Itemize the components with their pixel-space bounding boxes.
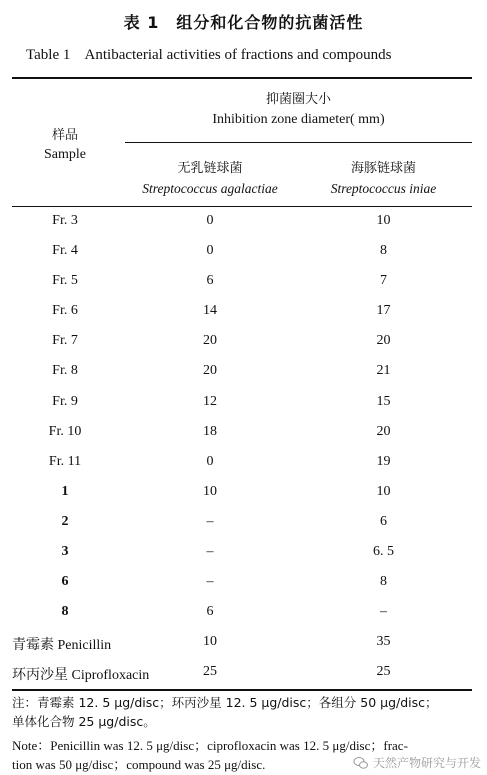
header-subrule [125,142,472,143]
cell-sample: Fr. 10 [48,423,82,439]
note-cn-line-1: 注：青霉素 12. 5 μg/disc；环丙沙星 12. 5 μg/disc；各组分 50 μg/disc； [12,695,438,710]
table-row [0,568,487,598]
table-title-en: Table 1 Antibacterial activities of fractions and compounds [26,47,392,63]
header-org2-cn: 海豚链球菌 [350,161,416,176]
cell-agalactiae: – [206,574,214,590]
cell-agalactiae: 20 [203,333,217,349]
table-row [0,508,487,538]
cell-sample: Fr. 7 [52,333,78,349]
table-row [0,357,487,387]
table-body [0,207,487,689]
cell-agalactiae: 6 [206,273,214,289]
cell-agalactiae: 14 [203,303,217,319]
cell-agalactiae: 10 [203,483,217,499]
cell-agalactiae: 12 [203,393,217,409]
table-row [0,297,487,327]
cell-iniae: 21 [376,363,391,379]
cell-sample: Fr. 11 [48,453,82,469]
cell-sample: Fr. 5 [52,273,78,289]
cell-iniae: 20 [376,423,391,439]
table-row [0,237,487,267]
cell-iniae: 8 [380,574,387,590]
table-row [0,658,487,688]
bottom-rule [12,689,472,691]
wechat-icon [353,755,369,771]
watermark-label: 天然产物研究与开发 [372,756,481,770]
header-organism-1 [125,159,295,199]
cell-sample: Fr. 9 [52,393,78,409]
header-org2-en: Streptococcus iniae [330,181,437,196]
table-row [0,267,487,297]
cell-agalactiae: 18 [203,423,217,439]
cell-iniae: 19 [376,453,391,469]
cell-agalactiae: 25 [203,664,217,680]
cell-agalactiae: 0 [206,213,214,228]
table-row [0,418,487,448]
note-en-line-2: tion was 50 μg/disc；compound was 25 μg/disc. [12,757,266,772]
cell-sample: 环丙沙星 Ciprofloxacin [12,668,150,684]
cell-sample: 3 [61,544,69,560]
header-org1-cn: 无乳链球菌 [177,161,243,176]
cell-iniae: 17 [376,303,391,319]
cell-iniae: 15 [376,393,391,409]
cell-sample: Fr. 4 [52,243,78,259]
watermark [353,754,481,771]
cell-agalactiae: 6 [206,604,214,620]
table-row [0,327,487,357]
cell-iniae: 7 [380,273,387,289]
header-sample-cn: 样品 [51,128,78,143]
table-row [0,598,487,628]
cell-iniae: 25 [376,664,391,680]
cell-iniae: 8 [380,243,387,259]
cell-iniae: 10 [376,213,391,228]
cell-sample: Fr. 3 [52,213,78,228]
cell-sample: Fr. 6 [52,303,78,319]
cell-agalactiae: – [206,513,214,529]
table-row [0,478,487,508]
table-row [0,628,487,658]
cell-agalactiae: 0 [206,453,214,469]
cell-sample: 6 [61,574,69,590]
cell-iniae: 20 [376,333,391,349]
top-rule [12,77,472,79]
table-row [0,207,487,237]
cell-iniae: – [380,604,387,620]
table-row [0,538,487,568]
table-row [0,448,487,478]
header-sample-en: Sample [44,147,86,162]
header-izd-en: Inhibition zone diameter( mm) [212,112,385,127]
header-organism-2 [295,159,472,199]
cell-agalactiae: 10 [203,634,217,650]
cell-iniae: 6. 5 [373,544,394,560]
cell-sample: Fr. 8 [52,363,78,379]
cell-agalactiae: 20 [203,363,217,379]
cell-agalactiae: – [206,544,214,560]
cell-iniae: 10 [376,483,391,499]
cell-agalactiae: 0 [206,243,214,259]
note-en-line-1: Note：Penicillin was 12. 5 μg/disc；ciprofloxacin was 12. 5 μg/disc；frac- [12,738,408,753]
table-title-cn: 表 1 组分和化合物的抗菌活性 [123,13,364,32]
note-cn-line-2: 单体化合物 25 μg/disc。 [12,714,156,729]
header-sample [40,126,90,164]
cell-iniae: 35 [376,634,391,650]
header-izd-cn: 抑菌圈大小 [265,92,331,107]
cell-iniae: 6 [380,513,387,529]
cell-sample: 2 [61,513,69,529]
cell-sample: 青霉素 Penicillin [12,638,112,654]
header-org1-en: Streptococcus agalactiae [142,181,278,196]
cell-sample: 1 [61,483,69,499]
cell-sample: 8 [61,604,69,620]
table-row [0,388,487,418]
header-inhibition-zone [125,90,472,130]
